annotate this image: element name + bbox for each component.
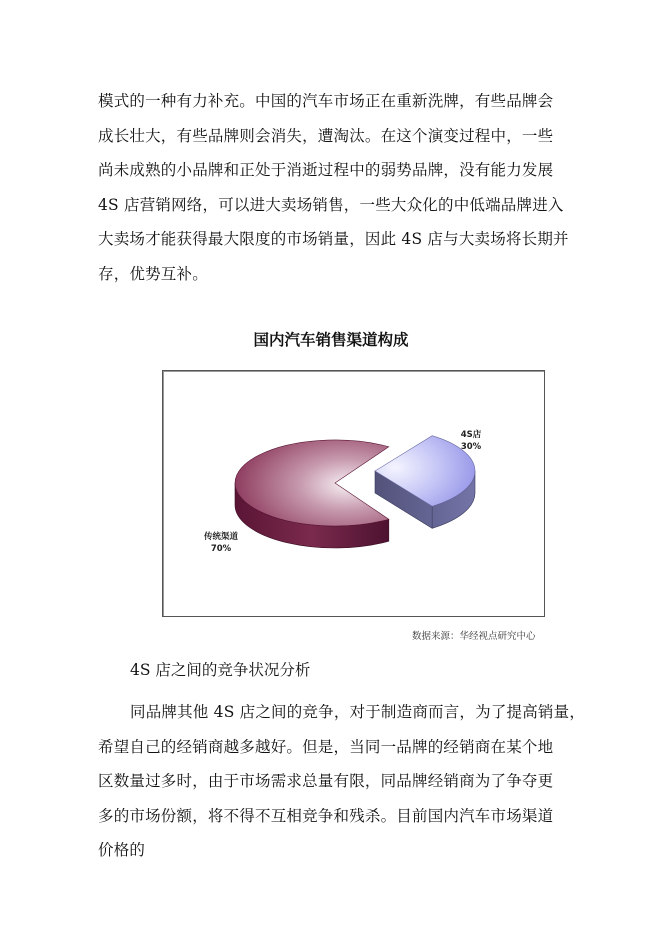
slice-value-4s: 30% [460, 442, 482, 452]
chart-title: 国内汽车销售渠道构成 [253, 331, 409, 349]
text-line: 尚未成熟的小品牌和正处于消逝过程中的弱势品牌，没有能力发展 [98, 161, 554, 179]
slice-value-traditional: 70% [210, 544, 232, 554]
text-line: 4S 店营销网络，可以进大卖场销售，一些大众化的中低端品牌进入 [98, 195, 564, 214]
body-paragraph-1 [98, 84, 568, 291]
pie-chart [163, 371, 544, 616]
text-line: 同品牌其他 4S 店之间的竞争，对于制造商而言，为了提高销量， [130, 703, 586, 721]
body-paragraph-2 [98, 695, 586, 868]
text-line: 价格的 [98, 841, 146, 859]
slice-label-traditional: 传统渠道 [203, 532, 239, 542]
data-source-note: 数据来源：华经视点研究中心 [412, 631, 536, 642]
text-line: 区数量过多时，由于市场需求总量有限，同品牌经销商为了争夺更 [98, 772, 554, 790]
text-line: 模式的一种有力补充。中国的汽车市场正在重新洗牌，有些品牌会 [98, 92, 554, 110]
text-line: 希望自己的经销商越多越好。但是，当同一品牌的经销商在某个地 [98, 737, 554, 756]
text-line: 大卖场才能获得最大限度的市场销量，因此 4S 店与大卖场将长期并 [98, 230, 569, 248]
text-line: 存，优势互补。 [98, 264, 208, 283]
slice-label-4s: 4S店 [460, 430, 482, 440]
text-line: 多的市场份额，将不得不互相竞争和残杀。目前国内汽车市场渠道 [98, 806, 554, 825]
section-heading: 4S 店之间的竞争状况分析 [130, 661, 311, 679]
text-line: 成长壮大，有些品牌则会消失，遭淘汰。在这个演变过程中，一些 [98, 126, 554, 145]
pie-chart-frame [162, 370, 545, 617]
